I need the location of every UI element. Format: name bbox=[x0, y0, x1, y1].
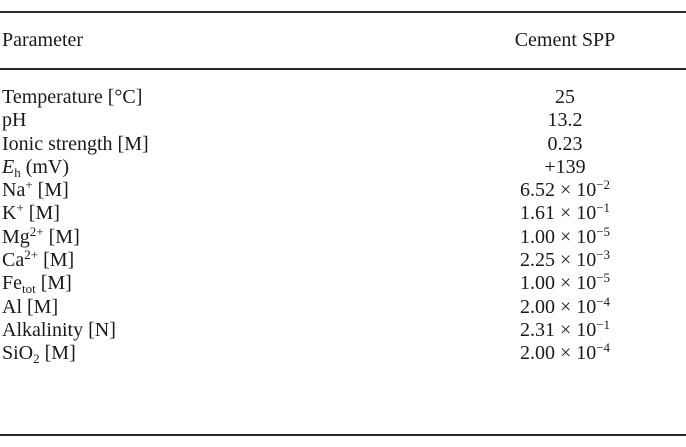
row-parameter: SiO$_2$ [M] bbox=[2, 342, 76, 367]
row-value: +139 bbox=[544, 155, 586, 178]
row-parameter: $E_h$ (mV) bbox=[2, 155, 70, 180]
row-value: $2.25 \times 10^{-3}$ bbox=[519, 247, 611, 272]
table-row bbox=[0, 342, 686, 365]
row-parameter: Na+ [M] bbox=[2, 177, 69, 202]
row-parameter: $Mg^{2+}$ [M] bbox=[2, 223, 80, 248]
table-row bbox=[0, 109, 686, 132]
top-rule bbox=[0, 11, 686, 13]
header-parameter: Parameter bbox=[2, 29, 84, 51]
table-row bbox=[0, 179, 686, 202]
table-row bbox=[0, 202, 686, 225]
table-row bbox=[0, 156, 686, 179]
row-value: $2.31 \times 10^{-1}$ bbox=[519, 316, 611, 341]
row-value: $1.00 \times 10^{-5}$ bbox=[519, 270, 611, 295]
row-parameter: Al [M] bbox=[2, 295, 59, 318]
row-value: $2.00 \times 10^{-4}$ bbox=[519, 340, 611, 365]
table-row bbox=[0, 249, 686, 272]
row-parameter: $Fe_{tot}$ [M] bbox=[2, 272, 72, 297]
table-body bbox=[0, 86, 686, 366]
row-parameter: $Ca^{2+}$ [M] bbox=[2, 247, 75, 272]
row-parameter: Ionic strength [M] bbox=[2, 132, 149, 155]
row-value: $6.52 \times 10^{-2}$ bbox=[519, 177, 611, 202]
row-value: $1.61 \times 10^{-1}$ bbox=[519, 200, 611, 225]
header-cement-spp: Cement SPP bbox=[514, 29, 616, 51]
header-rule bbox=[0, 68, 686, 70]
table-row bbox=[0, 316, 686, 342]
row-parameter: Alkalinity [N] bbox=[2, 318, 116, 341]
table-row bbox=[0, 133, 686, 156]
bottom-rule bbox=[0, 434, 686, 436]
table-row bbox=[0, 86, 686, 109]
table-row bbox=[0, 272, 686, 295]
row-parameter: K+ [M] bbox=[2, 200, 60, 225]
table-header bbox=[0, 23, 686, 57]
row-value: $2.00 \times 10^{-4}$ bbox=[519, 293, 611, 318]
row-value: $1.00 \times 10^{-5}$ bbox=[519, 223, 611, 248]
row-value: 13.2 bbox=[547, 109, 583, 132]
table-row bbox=[0, 223, 686, 249]
row-parameter: pH bbox=[2, 109, 27, 132]
row-parameter: Temperature [°C] bbox=[2, 86, 143, 108]
row-value: 25 bbox=[555, 86, 575, 108]
table-row bbox=[0, 293, 686, 319]
row-value: 0.23 bbox=[547, 132, 583, 155]
